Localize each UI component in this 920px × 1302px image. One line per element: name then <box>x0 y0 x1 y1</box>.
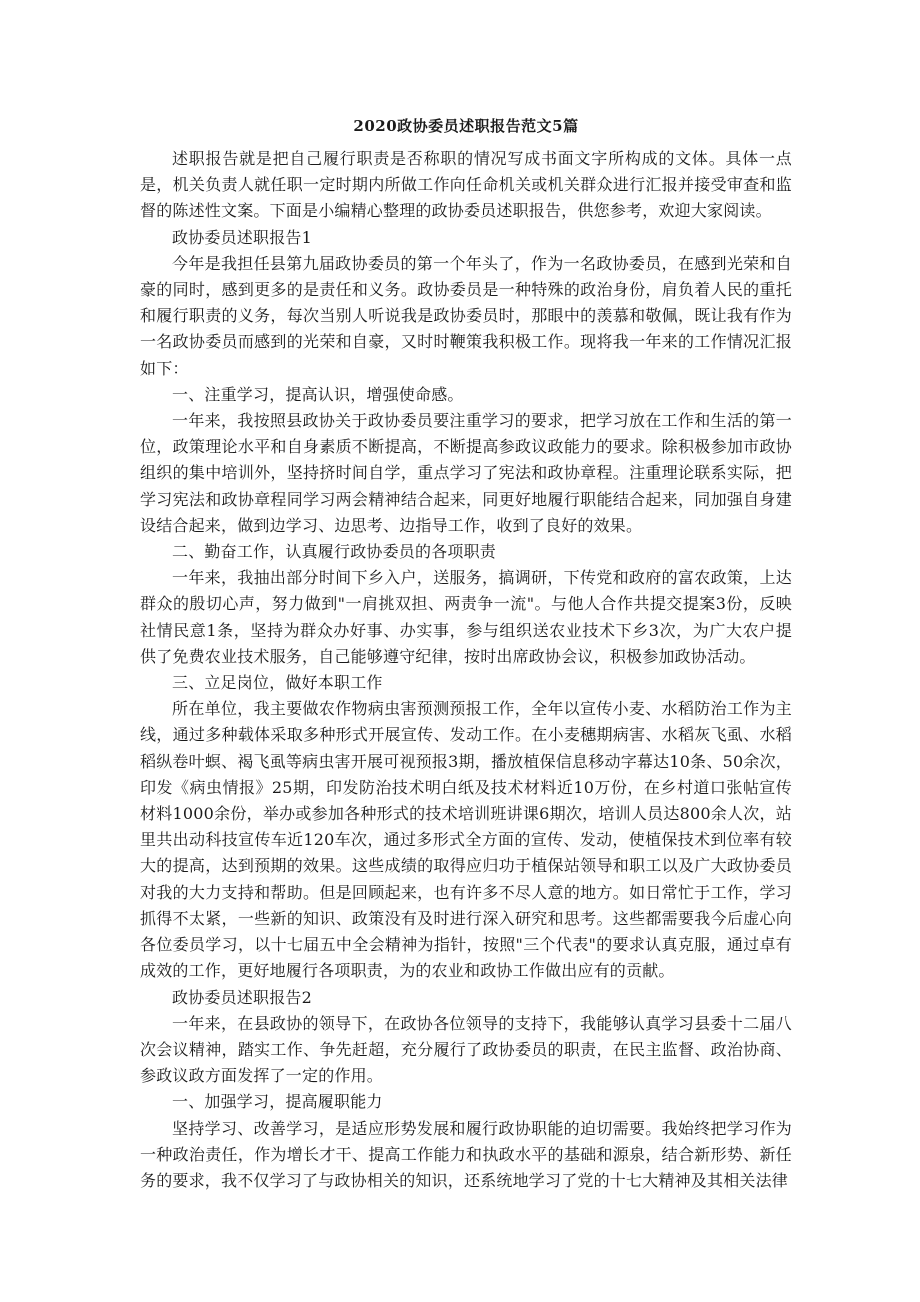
body-paragraph: 一年来，我抽出部分时间下乡入户，送服务，搞调研，下传党和政府的富农政策，上达群众的殷切心声，努力做到"一肩挑双担、两责争一流"。与他人合作共提交提案3份，反映社情民意1条，坚持为群众办好事、办实事，参与组织送农业技术下乡3次，为广大农户提供了免费农业技术服务，自己能够遵守纪律，按时出席政协会议，积极参加政协活动。 <box>140 568 792 666</box>
body-paragraph: 所在单位，我主要做农作物病虫害预测预报工作，全年以宣传小麦、水稻防治工作为主线，通过多种载体采取多种形式开展宣传、发动工作。在小麦穗期病害、水稻灰飞虱、水稻稻纵卷叶螟、褐飞虱等病虫害开展可视预报3期，播放植保信息移动字幕达10条、50余次，印发《病虫情报》25期，印发防治技术明白纸及技术材料近10万份，在乡村道口张帖宣传材料1000余份，举办或参加各种形式的技术培训班讲课6期次，培训人员达800余人次，站里共出动科技宣传车近120车次，通过多形式全方面的宣传、发动，使植保技术到位率有较大的提高，达到预期的效果。这些成绩的取得应归功于植保站领导和职工以及广大政协委员对我的大力支持和帮助。但是回顾起来，也有许多不尽人意的地方。如日常忙于工作，学习抓得不太紧，一些新的知识、政策没有及时进行深入研究和思考。这些都需要我今后虚心向各位委员学习，以十七届五中全会精神为指针，按照"三个代表"的要求认真克服，通过卓有成效的工作，更好地履行各项职责，为的农业和政协工作做出应有的贡献。 <box>140 699 792 981</box>
subheading: 一、注重学习，提高认识，增强使命感。 <box>172 384 464 404</box>
document-title: 2020政协委员述职报告范文5篇 <box>353 117 579 135</box>
intro-paragraph: 述职报告就是把自己履行职责是否称职的情况写成书面文字所构成的文体。具体一点是，机关负责人就任职一定时期内所做工作向任命机关或机关群众进行汇报并接受审查和监督的陈述性文案。下面是小编精心整理的政协委员述职报告，供您参考，欢迎大家阅读。 <box>140 149 792 221</box>
body-paragraph: 一年来，在县政协的领导下，在政协各位领导的支持下，我能够认真学习县委十二届八次会议精神，踏实工作、争先赶超，充分履行了政协委员的职责，在民主监督、政治协商、参政议政方面发挥了一定的作用。 <box>140 1013 792 1086</box>
section-heading-report-2: 政协委员述职报告2 <box>172 987 312 1007</box>
body-paragraph: 今年是我担任县第九届政协委员的第一个年头了，作为一名政协委员，在感到光荣和自豪的同时，感到更多的是责任和义务。政协委员是一种特殊的政治身份，肩负着人民的重托和履行职责的义务，每次当别人听说我是政协委员时，那眼中的羡慕和敬佩，既让我有作为一名政协委员而感到的光荣和自豪，又时时鞭策我积极工作。现将我一年来的工作情况汇报如下： <box>140 253 792 378</box>
subheading: 三、立足岗位，做好本职工作 <box>172 673 383 693</box>
document-page <box>140 112 792 1194</box>
subheading: 一、加强学习，提高履职能力 <box>172 1092 383 1112</box>
subheading: 二、勤奋工作，认真履行政协委员的各项职责 <box>172 542 497 562</box>
body-paragraph: 一年来，我按照县政协关于政协委员要注重学习的要求，把学习放在工作和生活的第一位，政策理论水平和自身素质不断提高，不断提高参政议政能力的要求。除积极参加市政协组织的集中培训外，坚持挤时间自学，重点学习了宪法和政协章程。注重理论联系实际，把学习宪法和政协章程同学习两会精神结合起来，同更好地履行职能结合起来，同加强自身建设结合起来，做到边学习、边思考、边指导工作，收到了良好的效果。 <box>140 411 792 535</box>
section-heading-report-1: 政协委员述职报告1 <box>172 227 312 247</box>
body-paragraph: 坚持学习、改善学习，是适应形势发展和履行政协职能的迫切需要。我始终把学习作为一种政治责任，作为增长才干、提高工作能力和执政水平的基础和源泉，结合新形势、新任务的要求，我不仅学习了与政协相关的知识，还系统地学习了党的十七大精神及其相关法律 <box>140 1118 792 1190</box>
